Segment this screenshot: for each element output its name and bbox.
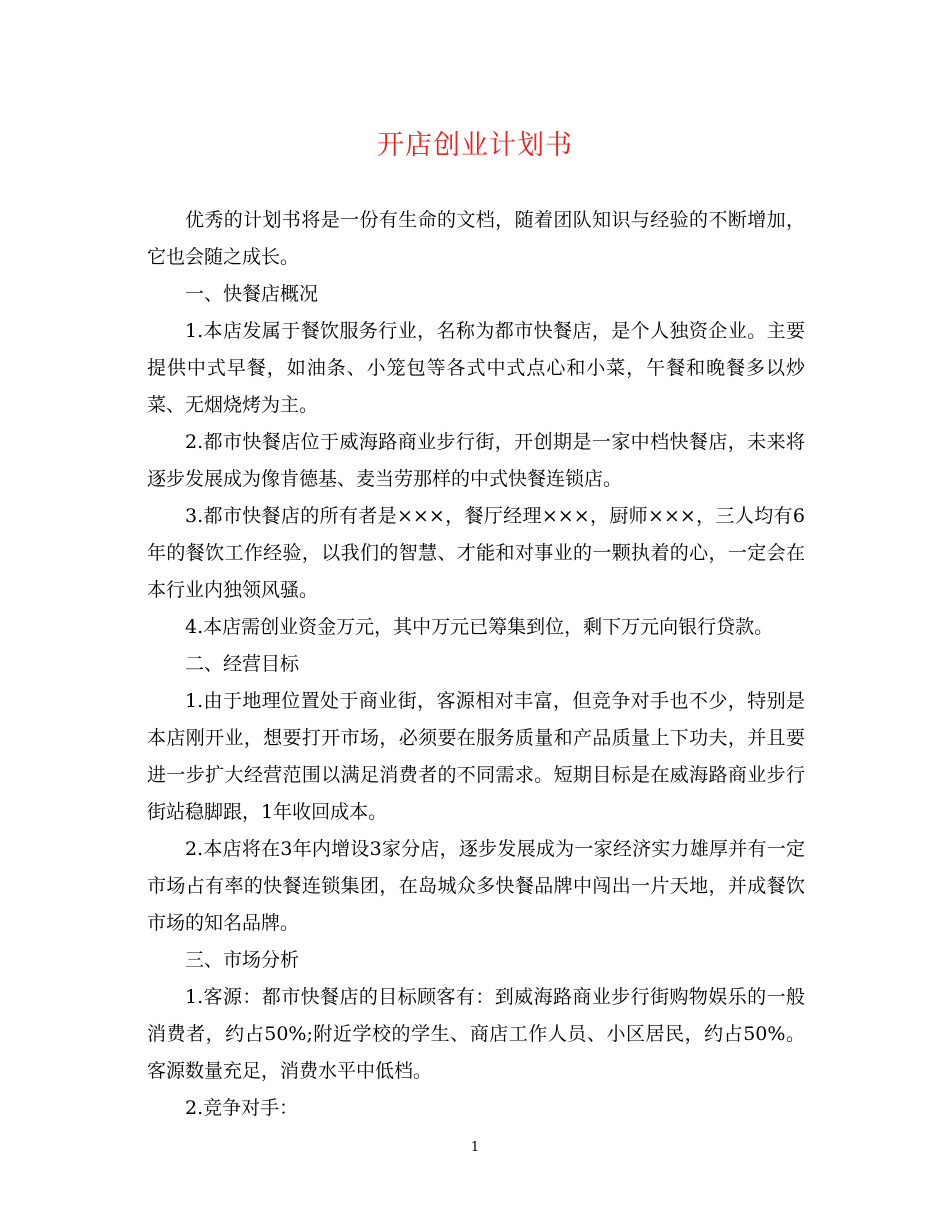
section-heading-market: 三、市场分析 xyxy=(185,949,300,971)
paragraph: 1.本店发属于餐饮服务行业，名称为都市快餐店，是个人独资企业。主要提供中式早餐，如油条、小笼包等各式中式点心和小菜，午餐和晚餐多以炒菜、无烟烧烤为主。 xyxy=(147,320,805,416)
paragraph: 2.本店将在3年内增设3家分店，逐步发展成为一家经济实力雄厚并有一定市场占有率的快餐连锁集团，在岛城众多快餐品牌中闯出一片天地，并成餐饮市场的知名品牌。 xyxy=(147,838,805,934)
page-number: 1 xyxy=(470,1140,480,1155)
document-body xyxy=(147,202,805,1127)
paragraph: 1.由于地理位置处于商业街，客源相对丰富，但竞争对手也不少，特别是本店刚开业，想要打开市场，必须要在服务质量和产品质量上下功夫，并且要进一步扩大经营范围以满足消费者的不同需求。短期目标是在威海路商业步行街站稳脚跟，1年收回成本。 xyxy=(147,690,805,823)
paragraph: 2.竞争对手： xyxy=(185,1097,299,1119)
section-heading-goals: 二、经营目标 xyxy=(185,653,300,675)
document-title: 开店创业计划书 xyxy=(377,130,573,161)
paragraph-intro: 优秀的计划书将是一份有生命的文档，随着团队知识与经验的不断增加，它也会随之成长。 xyxy=(147,209,805,268)
paragraph: 3.都市快餐店的所有者是×××，餐厅经理×××，厨师×××，三人均有6年的餐饮工作经验，以我们的智慧、才能和对事业的一颗执着的心，一定会在本行业内独领风骚。 xyxy=(147,505,805,601)
paragraph: 2.都市快餐店位于威海路商业步行街，开创期是一家中档快餐店，未来将逐步发展成为像肯德基、麦当劳那样的中式快餐连锁店。 xyxy=(147,431,805,490)
paragraph: 4.本店需创业资金万元，其中万元已筹集到位，剩下万元向银行贷款。 xyxy=(185,616,774,638)
section-heading-overview: 一、快餐店概况 xyxy=(185,283,319,305)
paragraph: 1.客源：都市快餐店的目标顾客有：到威海路商业步行街购物娱乐的一般消费者，约占50%;附近学校的学生、商店工作人员、小区居民，约占50%。客源数量充足，消费水平中低档。 xyxy=(147,986,805,1082)
